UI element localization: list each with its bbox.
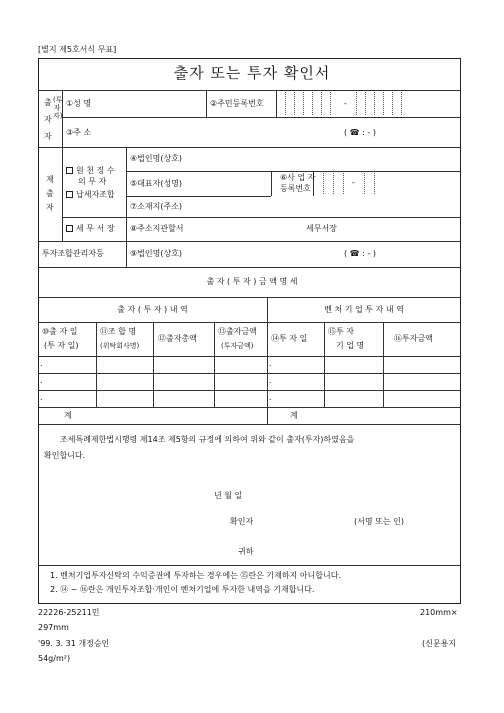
tax-office-label: ⑧주소지관할서 <box>130 224 184 233</box>
row-mark-3: . <box>40 393 43 402</box>
statement-date: 년 월 일 <box>214 491 243 500</box>
footer-size-1: 210mm× <box>420 608 458 617</box>
investor-side-1: 출 <box>44 98 52 107</box>
signature-label: (서명 또는 인) <box>354 517 404 526</box>
footer-size-2: 297mm <box>38 623 69 632</box>
recipient-side-3: 자 <box>46 203 54 212</box>
col-venture-amount: ⑯투자금액 <box>394 334 433 343</box>
name-label: ①성 명 <box>66 99 92 108</box>
note-2: 2. ⑭ ~ ⑯란은 개인투자조합·개인이 벤처기업에 투자한 내역을 기재합니다. <box>50 585 315 594</box>
footer-paper-2: 54g/m²) <box>38 654 71 663</box>
option-withholding-label-2: 의 무 자 <box>78 177 107 186</box>
option-withholding[interactable] <box>66 167 115 175</box>
col-venture-date: ⑭투 자 일 <box>271 334 308 343</box>
col-venture-name-1: ⑮투 자 <box>328 327 354 336</box>
tax-office-value: 세무서장 <box>306 224 337 233</box>
option-tax-union[interactable] <box>66 191 115 199</box>
biz-no-label-2: 등록번호 <box>280 184 311 193</box>
address-label: ③주 소 <box>66 128 92 137</box>
form-number: [별지 제5호서식 무표] <box>38 45 117 54</box>
row-mark-1: . <box>40 359 43 368</box>
col-union-name-2: (위탁회사명) <box>100 342 140 350</box>
option-tax-union-label: 납세자조합 <box>76 190 115 199</box>
row-mark-2: . <box>40 376 43 385</box>
col-venture-name-2: 기 업 명 <box>336 341 365 350</box>
details-title: 출 자 ( 투 자 ) 금 액 명 세 <box>206 277 298 286</box>
manager-tel: ( ☎ : - ) <box>344 249 376 258</box>
biz-no-label-1: ⑥사 업 자 <box>280 173 316 182</box>
investor-side-2: 자 <box>44 115 52 124</box>
row-mark-5: . <box>269 376 272 385</box>
rrn-label: ②주민등록번호 <box>210 99 264 108</box>
investment-history-head: 출 자 ( 투 자 ) 내 역 <box>117 305 188 314</box>
checkbox-withholding[interactable] <box>66 167 73 174</box>
corp-name-label: ④법인명(상호) <box>130 154 183 163</box>
option-withholding-label: 원 천 징 수 <box>76 166 115 175</box>
recipient-side-1: 제 <box>46 175 54 184</box>
note-1: 1. 벤처기업투자신탁의 수익증권에 투자하는 경우에는 ⑮란은 기재하지 아니합니다. <box>50 571 341 580</box>
representative-label: ⑤대표자(성명) <box>130 179 183 188</box>
manager-label: 투자조합관리자등 <box>42 249 104 258</box>
investor-side-3: 자 <box>44 132 52 141</box>
total-left-label: 계 <box>64 411 72 420</box>
form-title: 출자 또는 투자 확인서 <box>173 64 331 82</box>
total-right-label: 계 <box>290 411 298 420</box>
venture-history-head: 벤 처 기 업 투 자 내 역 <box>324 305 404 314</box>
footer-paper-1: (신문용지 <box>422 639 457 648</box>
location-label: ⑦소재지(주소) <box>130 202 183 211</box>
biz-no-dash: - <box>352 178 355 187</box>
col-investment-date-2: (투 자 일) <box>44 341 79 350</box>
col-investment-amount-2: (투자금액) <box>221 342 254 350</box>
row-mark-4: . <box>269 359 272 368</box>
statement-line-2: 확인합니다. <box>44 451 86 460</box>
footer-code: 22226-25211민 <box>38 608 100 617</box>
addressee-label: 귀하 <box>238 547 254 556</box>
col-union-name-1: ⑪조 합 명 <box>100 327 137 336</box>
option-tax-office[interactable] <box>66 225 115 233</box>
rrn-dash: - <box>344 99 347 108</box>
recipient-side-2: 출 <box>46 189 54 198</box>
checkbox-tax-office[interactable] <box>66 225 73 232</box>
checkbox-tax-union[interactable] <box>66 191 73 198</box>
col-investment-amount-1: ⑬출자금액 <box>218 327 257 336</box>
manager-corp-label: ⑨법인명(상호) <box>130 249 183 258</box>
statement-line-1: 조세특례제한법시행령 제14조 제5항의 규정에 의하여 위와 같이 출자(투자)하였음을 <box>60 435 355 444</box>
row-mark-6: . <box>269 393 272 402</box>
investor-sub-label: (투자자) <box>53 96 63 120</box>
option-tax-office-label: 세 무 서 장 <box>76 224 115 233</box>
col-total-amount: ⑫출자총액 <box>158 334 197 343</box>
footer-approval: '99. 3. 31 개정승인 <box>38 639 110 648</box>
col-investment-date-1: ⑩출 자 일 <box>42 327 78 336</box>
address-tel: ( ☎ : - ) <box>344 128 376 137</box>
confirmer-label: 확인자 <box>230 517 254 526</box>
